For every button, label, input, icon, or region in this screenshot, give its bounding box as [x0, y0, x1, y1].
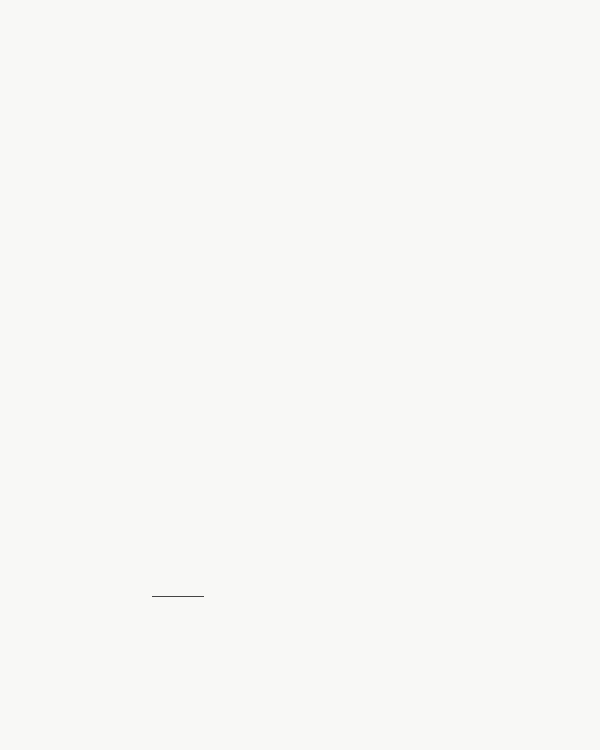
- main-text: [152, 93, 448, 117]
- footnote-rule: [152, 596, 204, 597]
- paragraph-gap: [152, 100, 448, 117]
